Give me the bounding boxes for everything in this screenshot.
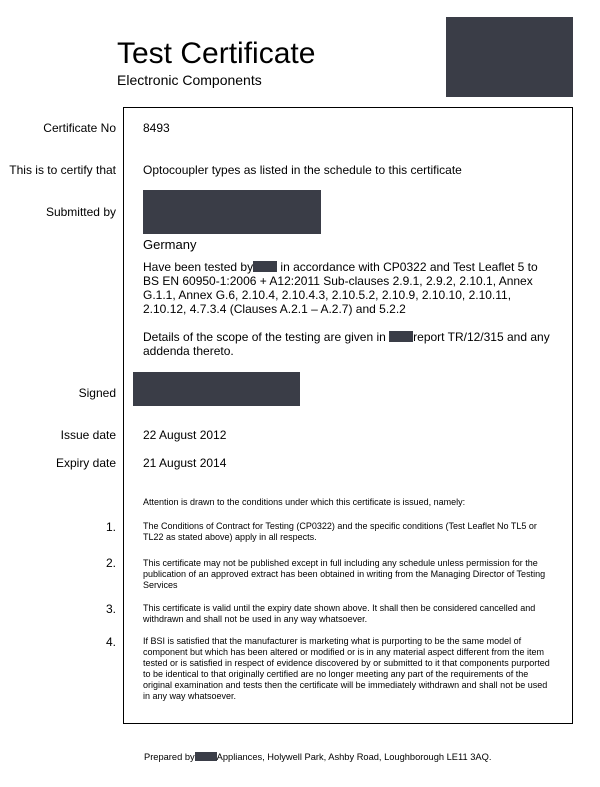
logo-redaction [446,17,573,97]
certificate-no-label: Certificate No [43,121,116,135]
tested-by-paragraph [143,260,553,316]
expiry-date-value: 21 August 2014 [143,456,227,470]
tested-by-post: in accordance with CP0322 and Test Leaflet 5 to BS EN 60950-1:2006 + A12:2011 Sub-clauses 2.9.1, 2.9.2, 2.10.1, Annex G.1.1, Annex G.6, 2.10.4, 2.10.4.3, 2.10.5.2, 2.10.9, 2.10.10, 2.10.11, 2.10.12, 4.7.3.4 (Clauses A.2.1 – A.2.7) and 5.2.2 [143,260,538,316]
signed-label: Signed [78,386,116,400]
footer-org-redaction [195,752,217,761]
condition-text: If BSI is satisfied that the manufacturer is marketing what is purporting to be the same model of component but which has been altered or modified or is in any material aspect different from the item tested or is satisfied in respect of evidence discovered by or submitted to it that components purported to be identical to that originally certified are no longer meeting any part of the requirements of the original examination and tests then the certificate will be immediately withdrawn and shall not be used in any way whatsoever. [143,636,550,701]
signature-redaction [133,372,300,406]
submitter-country: Germany [143,237,197,252]
condition-number: 1. [105,520,116,534]
page-subtitle: Electronic Components [117,72,262,88]
footer [144,751,491,763]
issue-date-value: 22 August 2012 [143,428,227,442]
footer-address: Appliances, Holywell Park, Ashby Road, Loughborough LE11 3AQ. [216,752,492,762]
condition-text: This certificate may not be published except in full including any schedule unless permission for the publication of an approved extract has been obtained in writing from the Managing Director of Testing Services [143,558,546,590]
footer-prepared-by: Prepared by [144,752,195,762]
tester-redaction [253,261,277,272]
scope-paragraph [143,330,553,358]
certify-value: Optocoupler types as listed in the schedule to this certificate [143,163,462,177]
certificate-no-value: 8493 [143,121,170,135]
condition-number: 3. [105,602,116,616]
condition-number: 4. [105,635,116,649]
issue-date-label: Issue date [60,428,116,442]
submitter-redaction [143,190,321,234]
report-org-redaction [389,331,413,342]
scope-pre: Details of the scope of the testing are given in [143,330,390,344]
certify-label: This is to certify that [9,163,116,177]
condition-number: 2. [105,556,116,570]
conditions-intro: Attention is drawn to the conditions under which this certificate is issued, namely: [143,497,466,507]
tested-by-pre: Have been tested by [143,260,254,274]
page-title: Test Certificate [117,37,316,70]
condition-text: This certificate is valid until the expiry date shown above. It shall then be considered cancelled and withdrawn and shall not be used in any way whatsoever. [143,603,536,624]
submitted-by-label: Submitted by [45,205,116,219]
condition-text: The Conditions of Contract for Testing (CP0322) and the specific conditions (Test Leaflet No TL5 or TL22 as stated above) apply in all respects. [143,521,537,542]
scope-post: report TR/12/315 and any addenda thereto. [143,330,550,358]
expiry-date-label: Expiry date [55,456,116,470]
